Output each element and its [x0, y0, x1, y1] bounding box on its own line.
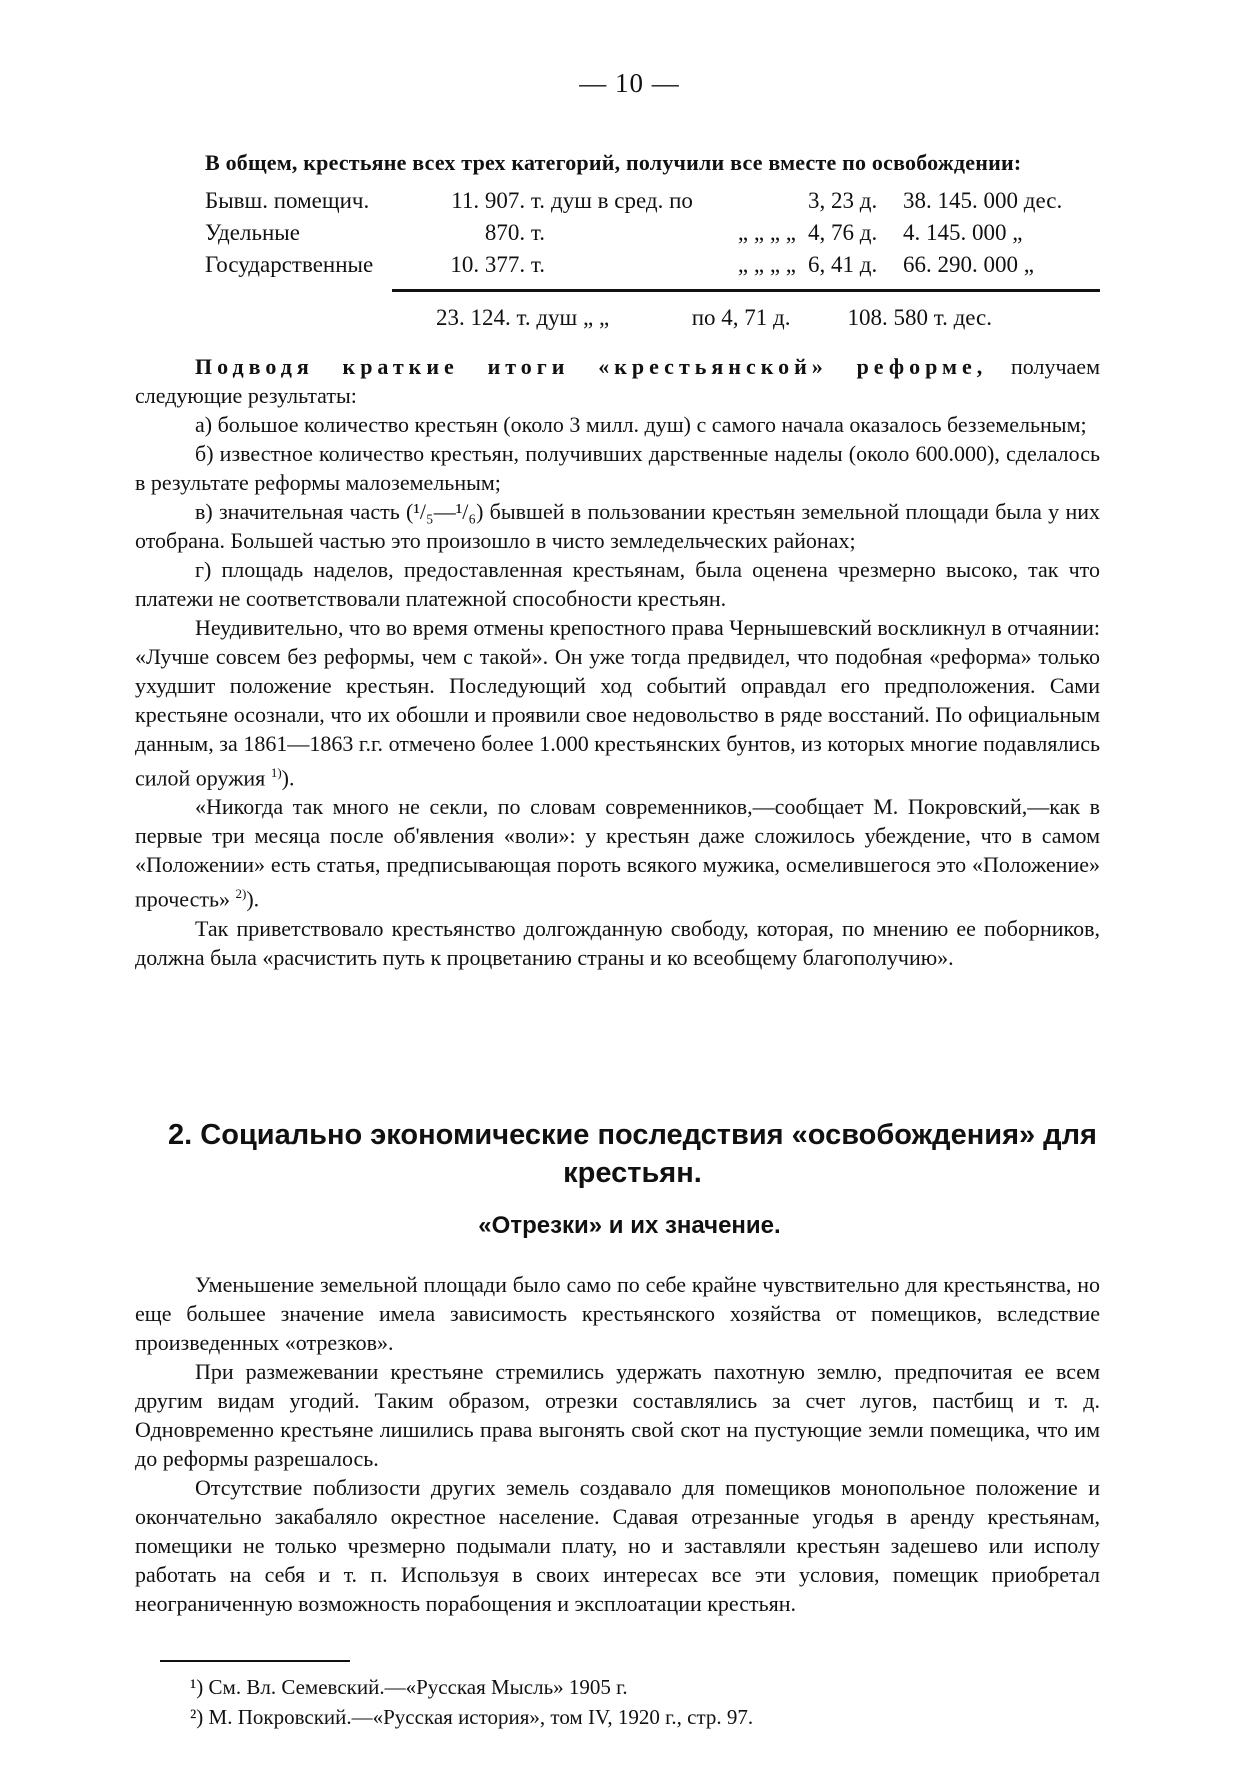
summary-section: [135, 352, 1100, 972]
paragraph-pokrovsky: «Никогда так много не секли, по словам современников,—сообщает М. Покровский,—как в первые три месяца после об'явления «воли»: у крестьян даже сложилось убеждение, что в самом «Положении» есть статья, предписывающая пороть всякого мужика, осмелившегося это «Положение» прочесть» $^{2)}$).: [135, 794, 1100, 912]
footnote-mark: ²): [190, 1705, 204, 1729]
paragraph: При размежевании крестьяне стремились удержать пахотную землю, предпочитая ее всем другим видам угодий. Таким образом, отрезки составлялись за счет лугов, пастбищ и т. д. Одновременно крестьяне лишились права выгонять свой скот на пустующие земли помещика, что им до реформы разрешалось.: [135, 1359, 1100, 1471]
footnote-ref: 1): [270, 765, 282, 780]
paragraph-chernyshevsky: Неудивительно, что во время отмены крепостного права Чернышевский воскликнул в отчаянии: «Лучше совсем без реформы, чем с такой». Он уже тогда предвидел, что подобная «реформа» только ухудшит положение крестьян. Последующий ход событий оправдал его предположения. Сами крестьяне осознали, что их обошли и проявили свое недовольство в ряде восстаний. По официальным данным, за 1861—1863 г.г. отмечено более 1.000 крестьянских бунтов, из которых многие подавлялись силой оружия $^{1)}$).: [135, 615, 1100, 791]
footnote-ref: 2): [235, 886, 247, 902]
result-item: г) площадь наделов, предоставленная крестьянам, была оценена чрезмерно высоко, так что платежи не соответствовали платежной способности крестьян.: [135, 557, 1100, 611]
per-soul-cell: 3, 23 д.: [808, 188, 878, 213]
souls-cell: 11. 907. т.: [451, 188, 545, 213]
land-allocation-table: [205, 185, 1093, 281]
subsection-heading: «Отрезки» и их значение.: [478, 1212, 781, 1239]
land-cell: 38. 145. 000 дес.: [903, 188, 1063, 213]
result-item: б) известное количество крестьян, получивших дарственные наделы (около 600.000), сделалось в результате реформы малоземельным;: [135, 441, 1100, 495]
paragraph-text: Неудивительно, что во время отмены крепостного права Чернышевский воскликнул в отчаянии: «Лучше совсем без реформы, чем с такой». Он уже тогда предвидел, что подобная «реформа» только ухудшит положение крестьян. Последующий ход событий оправдал его предположения. Сами крестьяне осознали, что их обошли и проявили свое недовольство в ряде восстаний. По официальным данным, за 1861—1863 г.г. отмечено более 1.000 крестьянских бунтов, из которых многие подавлялись силой оружия: [135, 615, 1100, 791]
result-item: а) большое количество крестьян (около 3 милл. душ) с самого начала оказалось безземельным;: [195, 412, 1087, 437]
paragraph: Отсутствие поблизости других земель создавало для помещиков монопольное положение и окончательно закабаляло окрестное население. Сдавая отрезанные угодья в аренду крестьянам, помещики не только чрезмерно подымали плату, но и заставляли крестьян задешево или исполу работать на себя и т. п. Используя в своих интересах все эти условия, помещик приобретал неограниченную возможность порабощения и эксплоатации крестьян.: [135, 1475, 1100, 1616]
footnote-mark: ¹): [190, 1675, 204, 1699]
result-item: в) значительная часть (¹/₅—¹/₆) бывшей в пользовании крестьян земельной площади была у них отобрана. Большей частью это произошло в чисто земледельческих районах;: [135, 499, 1100, 553]
table-row: [205, 217, 1093, 249]
footnote-rule: [160, 1660, 350, 1662]
paragraph: Уменьшение земельной площади было само по себе крайне чувствительно для крестьянства, но еще большее значение имела зависимость крестьянского хозяйства от помещиков, вследствие произведенных «отрезков».: [135, 1272, 1100, 1355]
intro-line: В общем, крестьяне всех трех категорий, получили все вместе по освобождении:: [205, 150, 1022, 175]
table-row: [205, 185, 1093, 217]
section-heading: 2. Социально экономические последствия «освобождения» для крестьян.: [168, 1119, 1097, 1189]
otrezki-section: [135, 1270, 1100, 1618]
footnote-text: См. Вл. Семевский.—«Русская Мысль» 1905 г.: [208, 1675, 628, 1699]
table-row: [205, 249, 1093, 281]
souls-cell: 10. 377. т.: [450, 252, 545, 277]
footnote-text: М. Покровский.—«Русская история», том IV, 1920 г., стр. 97.: [208, 1705, 754, 1729]
mid-cell: „ „ „ „: [737, 220, 796, 245]
page-number: — 10 —: [579, 68, 680, 98]
mid-cell: „ „ „ „: [737, 252, 796, 277]
land-cell: 66. 290. 000 „: [903, 252, 1034, 277]
summary-lead-spaced: Подводя краткие итоги «крестьянской» реформе,: [195, 354, 988, 379]
total-row: [436, 305, 992, 331]
souls-cell: 870. т.: [484, 220, 545, 245]
land-cell: 4. 145. 000 „: [903, 220, 1023, 245]
footnote: [190, 1705, 753, 1730]
mid-cell: душ в сред. по: [551, 188, 693, 213]
total-land: 108. 580 т. дес.: [847, 305, 993, 330]
category-cell: Удельные: [205, 220, 300, 245]
per-soul-cell: 6, 41 д.: [808, 252, 878, 277]
paragraph-text: «Никогда так много не секли, по словам современников,—сообщает М. Покровский,—как в первые три месяца после об'явления «воли»: у крестьян даже сложилось убеждение, что в самом «Положении» есть статья, предписывающая пороть всякого мужика, осмелившегося это «Положение» прочесть»: [135, 794, 1100, 912]
total-per-soul: по 4, 71 д.: [691, 305, 791, 330]
paragraph-greeting: Так приветствовало крестьянство долгожданную свободу, которая, по мнению ее поборников, должна была «расчистить путь к процветанию страны и ко всеобщему благополучию».: [135, 915, 1100, 970]
total-rule: [392, 289, 1100, 292]
category-cell: Государственные: [205, 252, 374, 277]
per-soul-cell: 4, 76 д.: [808, 220, 878, 245]
footnote: [190, 1675, 628, 1700]
summary-lead: [135, 352, 1100, 410]
category-cell: Бывш. помещич.: [205, 188, 370, 213]
total-souls: 23. 124. т. душ „ „: [436, 305, 610, 330]
summary-lead-rest: получаем следующие результаты:: [135, 354, 1100, 408]
